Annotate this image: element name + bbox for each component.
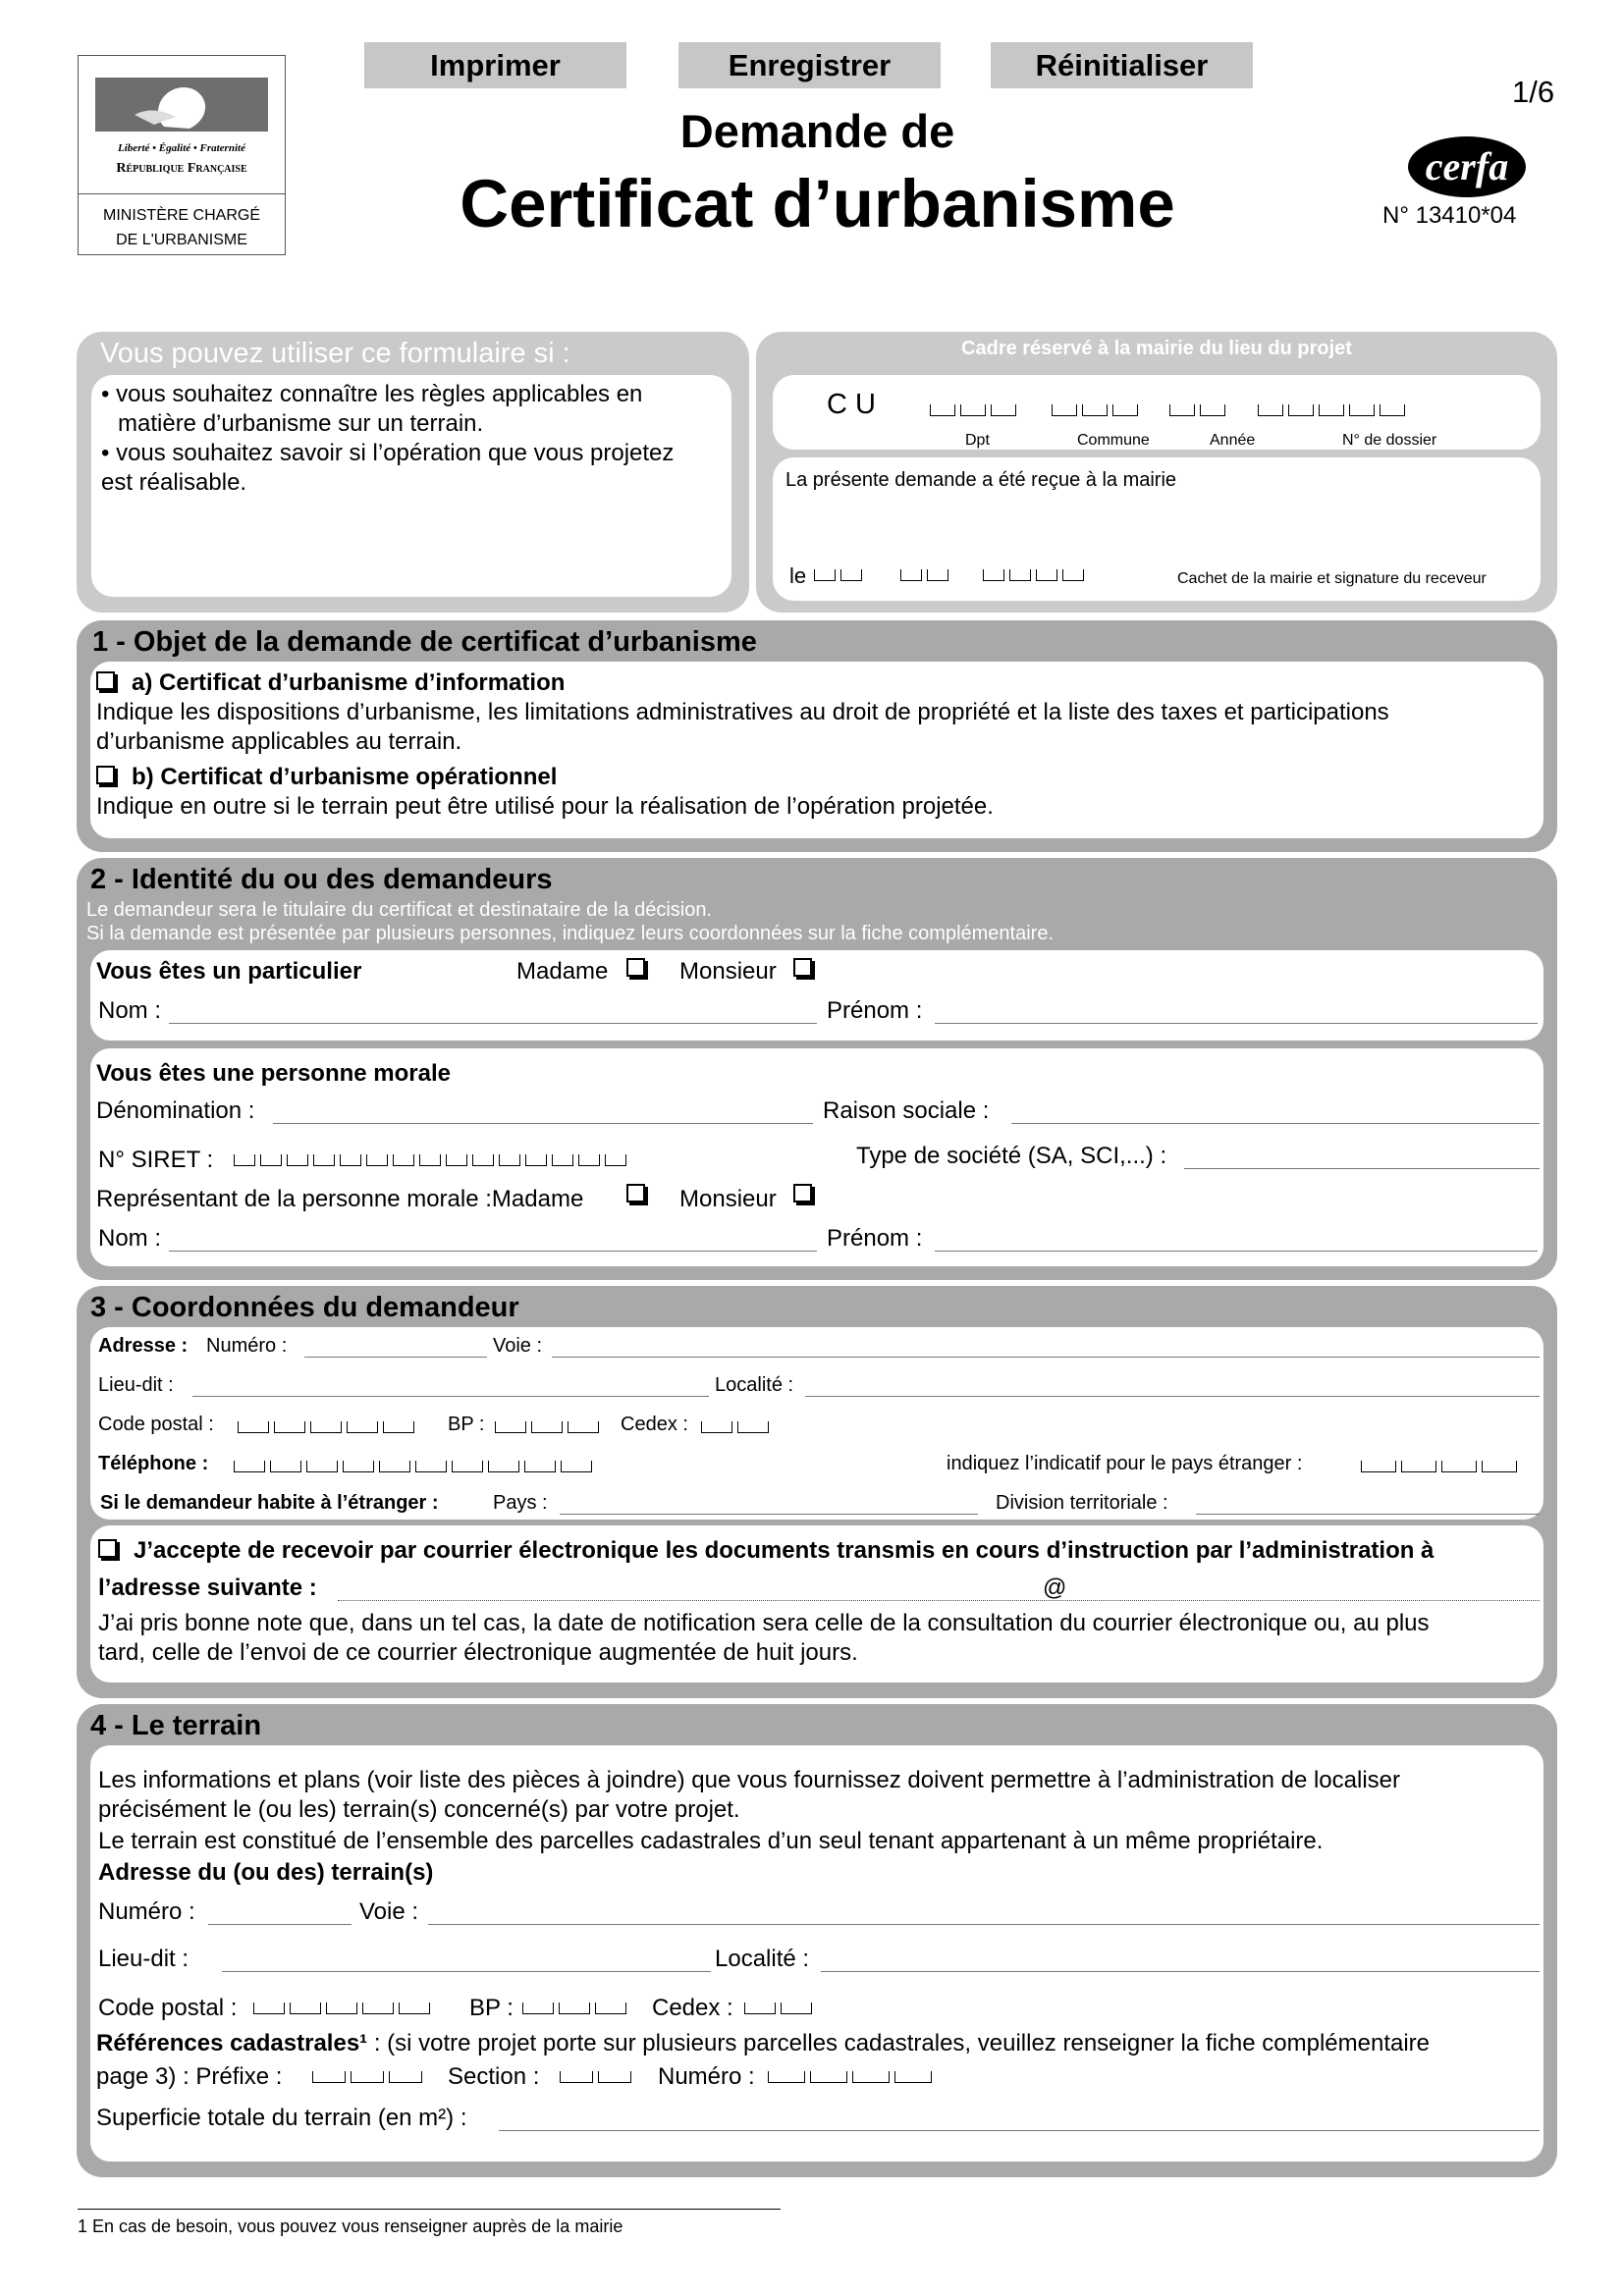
lieudit-field[interactable] [192, 1396, 709, 1397]
voie-field[interactable] [552, 1357, 1540, 1358]
footnote-rule [78, 2209, 781, 2210]
mairie-title: Cadre réservé à la mairie du lieu du projet [961, 338, 1352, 359]
terrain-cp-field[interactable] [253, 2002, 435, 2016]
email-note-cont: tard, celle de l’envoi de ce courrier électronique augmentée de huit jours. [98, 1639, 858, 1666]
numero-label: Numéro : [206, 1335, 288, 1357]
terrain-cp-label: Code postal : [98, 1995, 238, 2021]
motto: Liberté • Égalité • Fraternité [118, 142, 245, 154]
cu-field-dpt[interactable] [930, 404, 1021, 418]
title-line1: Demande de [679, 105, 955, 157]
pays-label: Pays : [493, 1492, 548, 1514]
cu-information-checkbox[interactable] [96, 671, 115, 690]
particulier-label: Vous êtes un particulier [96, 958, 362, 985]
reset-button[interactable]: Réinitialiser [991, 42, 1253, 88]
prenom-field[interactable] [935, 1023, 1538, 1024]
cu-information-desc-cont: d’urbanisme applicables au terrain. [96, 728, 462, 755]
denomination-label: Dénomination : [96, 1097, 255, 1124]
bp-label: BP : [448, 1414, 485, 1435]
numero-field[interactable] [304, 1357, 487, 1358]
division-field[interactable] [1196, 1514, 1540, 1515]
representant-nom-label: Nom : [98, 1225, 162, 1252]
cedex-label: Cedex : [621, 1414, 688, 1435]
logo-divider [79, 193, 285, 194]
type-societe-label: Type de société (SA, SCI,...) : [856, 1143, 1167, 1169]
section-4 [77, 1704, 1557, 2177]
received-date-field[interactable] [814, 569, 867, 583]
email-field[interactable] [338, 1600, 1540, 1601]
ministry-line1: MINISTÈRE CHARGÉ [102, 207, 260, 224]
pays-field[interactable] [560, 1514, 978, 1515]
prenom-label: Prénom : [827, 997, 923, 1024]
print-button[interactable]: Imprimer [364, 42, 626, 88]
section-1-title: 1 - Objet de la demande de certificat d’urbanisme [92, 626, 757, 658]
cu-information-label: a) Certificat d’urbanisme d’information [132, 669, 566, 696]
monsieur-checkbox[interactable] [793, 958, 812, 977]
page-number: 1/6 [1512, 75, 1555, 109]
lieudit-label: Lieu-dit : [98, 1374, 174, 1396]
mairie-panel [756, 332, 1557, 613]
superficie-field[interactable] [499, 2130, 1540, 2131]
le-label: le [789, 563, 807, 588]
intro-bullet1: • vous souhaitez connaître les règles applicables en [101, 381, 643, 407]
cadastre-numero-field[interactable] [768, 2071, 937, 2085]
nom-label: Nom : [98, 997, 162, 1024]
cadastre-prefixe-field[interactable] [312, 2071, 427, 2085]
terrain-info-cont: précisément le (ou les) terrain(s) concerné(s) par votre projet. [98, 1796, 740, 1823]
nom-field[interactable] [169, 1023, 817, 1024]
section-2-note2: Si la demande est présentée par plusieurs personnes, indiquez leurs coordonnées sur la fiche complémentaire. [86, 923, 1055, 944]
cu-operationnel-desc: Indique en outre si le terrain peut être utilisé pour la réalisation de l’opération projetée. [96, 793, 994, 820]
cadastre-section-field[interactable] [560, 2071, 636, 2085]
terrain-definition: Le terrain est constitué de l’ensemble des parcelles cadastrales d’un seul tenant appartenant à un même propriétaire. [98, 1828, 1324, 1854]
siret-label: N° SIRET : [98, 1147, 214, 1173]
cu-operationnel-checkbox[interactable] [96, 766, 115, 784]
tel-field[interactable] [234, 1461, 597, 1474]
representant-monsieur-label: Monsieur [679, 1186, 777, 1212]
republic-name: République Française [116, 161, 247, 176]
terrain-localite-field[interactable] [821, 1971, 1540, 1972]
accept-email-checkbox[interactable] [98, 1539, 117, 1558]
voie-label: Voie : [493, 1335, 543, 1357]
cu-label: C U [827, 389, 876, 420]
cerfa-number: N° 13410*04 [1382, 202, 1517, 229]
terrain-numero-label: Numéro : [98, 1898, 195, 1925]
raison-field[interactable] [1011, 1123, 1540, 1124]
dpt-label: Dpt [965, 432, 990, 449]
accept-email-label: J’accepte de recevoir par courrier électronique les documents transmis en cours d’instruction par l’administration à [134, 1537, 1435, 1564]
adresse-label: Adresse : [98, 1335, 189, 1357]
terrain-bp-label: BP : [469, 1995, 514, 2021]
terrain-lieudit-label: Lieu-dit : [98, 1946, 189, 1972]
localite-label: Localité : [715, 1374, 794, 1396]
cu-operationnel-label: b) Certificat d’urbanisme opérationnel [132, 764, 558, 790]
intro-bullet2: • vous souhaitez savoir si l’opération que vous projetez [101, 440, 675, 466]
section-2-title: 2 - Identité du ou des demandeurs [90, 864, 553, 895]
annee-label: Année [1210, 432, 1256, 449]
section-2-note1: Le demandeur sera le titulaire du certificat et destinataire de la décision. [86, 899, 713, 921]
morale-label: Vous êtes une personne morale [96, 1060, 451, 1087]
terrain-voie-label: Voie : [359, 1898, 419, 1925]
marianne-icon [95, 78, 268, 132]
representant-monsieur-checkbox[interactable] [793, 1184, 812, 1202]
terrain-numero-field[interactable] [208, 1924, 352, 1925]
email-at-sign: @ [1043, 1575, 1067, 1601]
section-1 [77, 620, 1557, 852]
terrain-bp-field[interactable] [522, 2002, 631, 2016]
intro-panel [77, 332, 749, 613]
representant-label: Représentant de la personne morale :Madame [96, 1186, 584, 1212]
cu-field-annee[interactable] [1169, 404, 1230, 418]
bp-field[interactable] [495, 1421, 604, 1435]
division-label: Division territoriale : [996, 1492, 1168, 1514]
representant-prenom-label: Prénom : [827, 1225, 923, 1252]
cadastre-section-label: Section : [448, 2063, 540, 2090]
terrain-cedex-label: Cedex : [652, 1995, 733, 2021]
monsieur-label: Monsieur [679, 958, 777, 985]
footnote: 1 En cas de besoin, vous pouvez vous renseigner auprès de la mairie [78, 2216, 623, 2236]
siret-field[interactable] [234, 1154, 631, 1168]
cadastre-numero-label: Numéro : [658, 2063, 755, 2090]
republic-logo [78, 55, 286, 255]
cerfa-logo: cerfa [1408, 136, 1526, 197]
etranger-label: Si le demandeur habite à l’étranger : [100, 1492, 439, 1514]
representant-prenom-field[interactable] [935, 1251, 1538, 1252]
localite-field[interactable] [805, 1396, 1540, 1397]
indicatif-field[interactable] [1361, 1461, 1522, 1474]
section-3-title: 3 - Coordonnées du demandeur [90, 1292, 519, 1323]
received-date-month[interactable] [900, 569, 953, 583]
madame-checkbox[interactable] [626, 958, 645, 977]
madame-label: Madame [516, 958, 609, 985]
page-title: Certificat d’urbanisme [460, 166, 1175, 241]
denomination-field[interactable] [273, 1123, 813, 1124]
raison-label: Raison sociale : [823, 1097, 990, 1124]
cp-label: Code postal : [98, 1414, 214, 1435]
terrain-lieudit-field[interactable] [222, 1971, 711, 1972]
received-text: La présente demande a été reçue à la mairie [785, 469, 1177, 491]
type-societe-field[interactable] [1184, 1168, 1540, 1169]
terrain-info: Les informations et plans (voir liste des pièces à joindre) que vous fournissez doivent permettre à l’administration de localiser [98, 1767, 1400, 1793]
intro-title: Vous pouvez utiliser ce formulaire si : [100, 338, 570, 369]
indicatif-label: indiquez l’indicatif pour le pays étranger : [947, 1453, 1303, 1474]
received-date-year[interactable] [983, 569, 1089, 583]
section-4-title: 4 - Le terrain [90, 1710, 262, 1741]
cachet-label: Cachet de la mairie et signature du receveur [1177, 570, 1487, 587]
accept-email-label-cont: l’adresse suivante : [98, 1575, 317, 1601]
terrain-cedex-field[interactable] [744, 2002, 817, 2016]
section-3 [77, 1286, 1557, 1698]
cu-field-dossier[interactable] [1258, 404, 1410, 418]
terrain-voie-field[interactable] [428, 1924, 1540, 1925]
cadastre-prefixe-label: page 3) : Préfixe : [96, 2063, 283, 2090]
cp-field[interactable] [238, 1421, 419, 1435]
cu-field-commune[interactable] [1052, 404, 1143, 418]
section-2 [77, 858, 1557, 1280]
cu-information-desc: Indique les dispositions d’urbanisme, les limitations administratives au droit de propriété et la liste des taxes et participations [96, 699, 1389, 725]
superficie-label: Superficie totale du terrain (en m²) : [96, 2105, 467, 2131]
dossier-label: N° de dossier [1342, 432, 1437, 449]
intro-bullet1-cont: matière d’urbanisme sur un terrain. [118, 410, 484, 437]
terrain-localite-label: Localité : [715, 1946, 810, 1972]
commune-label: Commune [1077, 432, 1150, 449]
email-note: J’ai pris bonne note que, dans un tel cas, la date de notification sera celle de la consultation du courrier électronique ou, au plus [98, 1610, 1430, 1636]
intro-bullet2-cont: est réalisable. [101, 469, 247, 496]
ministry-line2: DE L'URBANISME [116, 232, 247, 248]
cadastre-refs: Références cadastrales¹ : (si votre projet porte sur plusieurs parcelles cadastrales, veuillez renseigner la fiche complémentaire [96, 2030, 1430, 2056]
save-button[interactable]: Enregistrer [678, 42, 941, 88]
cedex-field[interactable] [701, 1421, 774, 1435]
terrain-address-title: Adresse du (ou des) terrain(s) [98, 1859, 434, 1886]
representant-nom-field[interactable] [169, 1251, 817, 1252]
tel-label: Téléphone : [98, 1453, 209, 1474]
representant-madame-checkbox[interactable] [626, 1184, 645, 1202]
